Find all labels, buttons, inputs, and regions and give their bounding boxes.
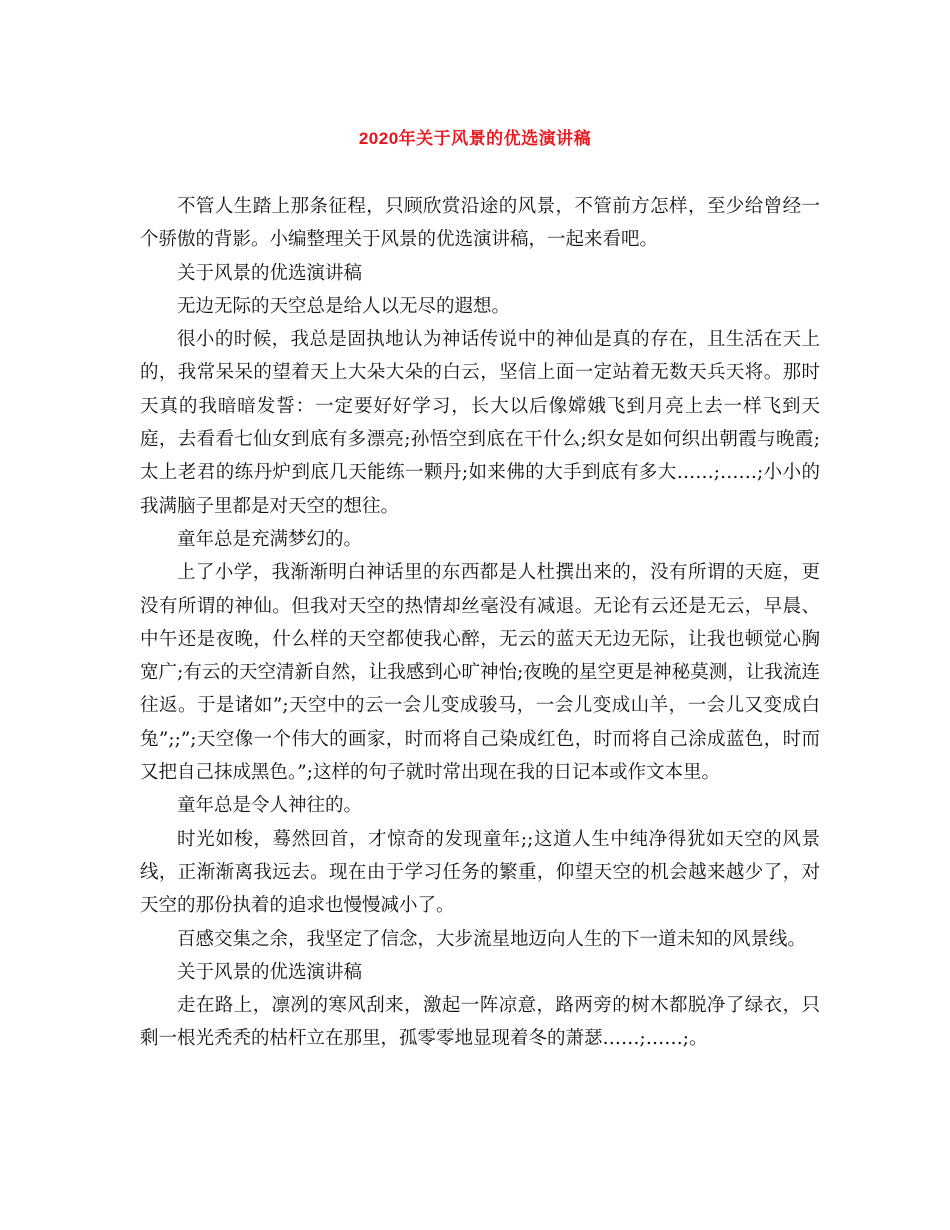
paragraph-intro: 不管人生踏上那条征程，只顾欣赏沿途的风景，不管前方怎样，至少给曾经一个骄傲的背影。小编整理关于风景的优选演讲稿，一起来看吧。 [140,196,820,251]
document-body [140,190,820,1056]
section-heading: 关于风景的优选演讲稿 [177,961,363,983]
paragraph: 童年总是令人神往的。 [177,795,363,817]
paragraph: 走在路上，凛冽的寒风刮来，激起一阵凉意，路两旁的树木都脱净了绿衣，只剩一根光秃秃的枯杆立在那里，孤零零地显现着冬的萧瑟……;……;。 [140,995,820,1050]
paragraph: 无边无际的天空总是给人以无尽的遐想。 [177,295,511,317]
document-title: 2020年关于风景的优选演讲稿 [358,129,592,148]
paragraph: 时光如梭，蓦然回首，才惊奇的发现童年;;这道人生中纯净得犹如天空的风景线，正渐渐离我远去。现在由于学习任务的繁重，仰望天空的机会越来越少了，对天空的那份执着的追求也慢慢减小了。 [140,828,820,917]
paragraph: 百感交集之余，我坚定了信念，大步流星地迈向人生的下一道未知的风景线。 [177,928,807,950]
section-heading: 关于风景的优选演讲稿 [177,262,363,284]
paragraph: 童年总是充满梦幻的。 [177,528,363,550]
paragraph: 很小的时候，我总是固执地认为神话传说中的神仙是真的存在，且生活在天上的，我常呆呆的望着天上大朵大朵的白云，坚信上面一定站着无数天兵天将。那时天真的我暗暗发誓：一定要好好学习，长大以后像嫦娥飞到月亮上去一样飞到天庭，去看看七仙女到底有多漂亮;孙悟空到底在干什么;织女是如何织出朝霞与晚霞;太上老君的练丹炉到底几天能练一颗丹;如来佛的大手到底有多大……;……;小小的我满脑子里都是对天空的想往。 [140,329,820,517]
paragraph: 上了小学，我渐渐明白神话里的东西都是人杜撰出来的，没有所谓的天庭，更没有所谓的神仙。但我对天空的热情却丝毫没有减退。无论有云还是无云，早晨、中午还是夜晚，什么样的天空都使我心醉，无云的蓝天无边无际，让我也顿觉心胸宽广;有云的天空清新自然，让我感到心旷神怡;夜晚的星空更是神秘莫测，让我流连往返。于是诸如”;天空中的云一会儿变成骏马，一会儿变成山羊，一会儿又变成白兔”;;”;天空像一个伟大的画家，时而将自己染成红色，时而将自己涂成蓝色，时而又把自己抹成黑色。”;这样的句子就时常出现在我的日记本或作文本里。 [140,562,820,784]
